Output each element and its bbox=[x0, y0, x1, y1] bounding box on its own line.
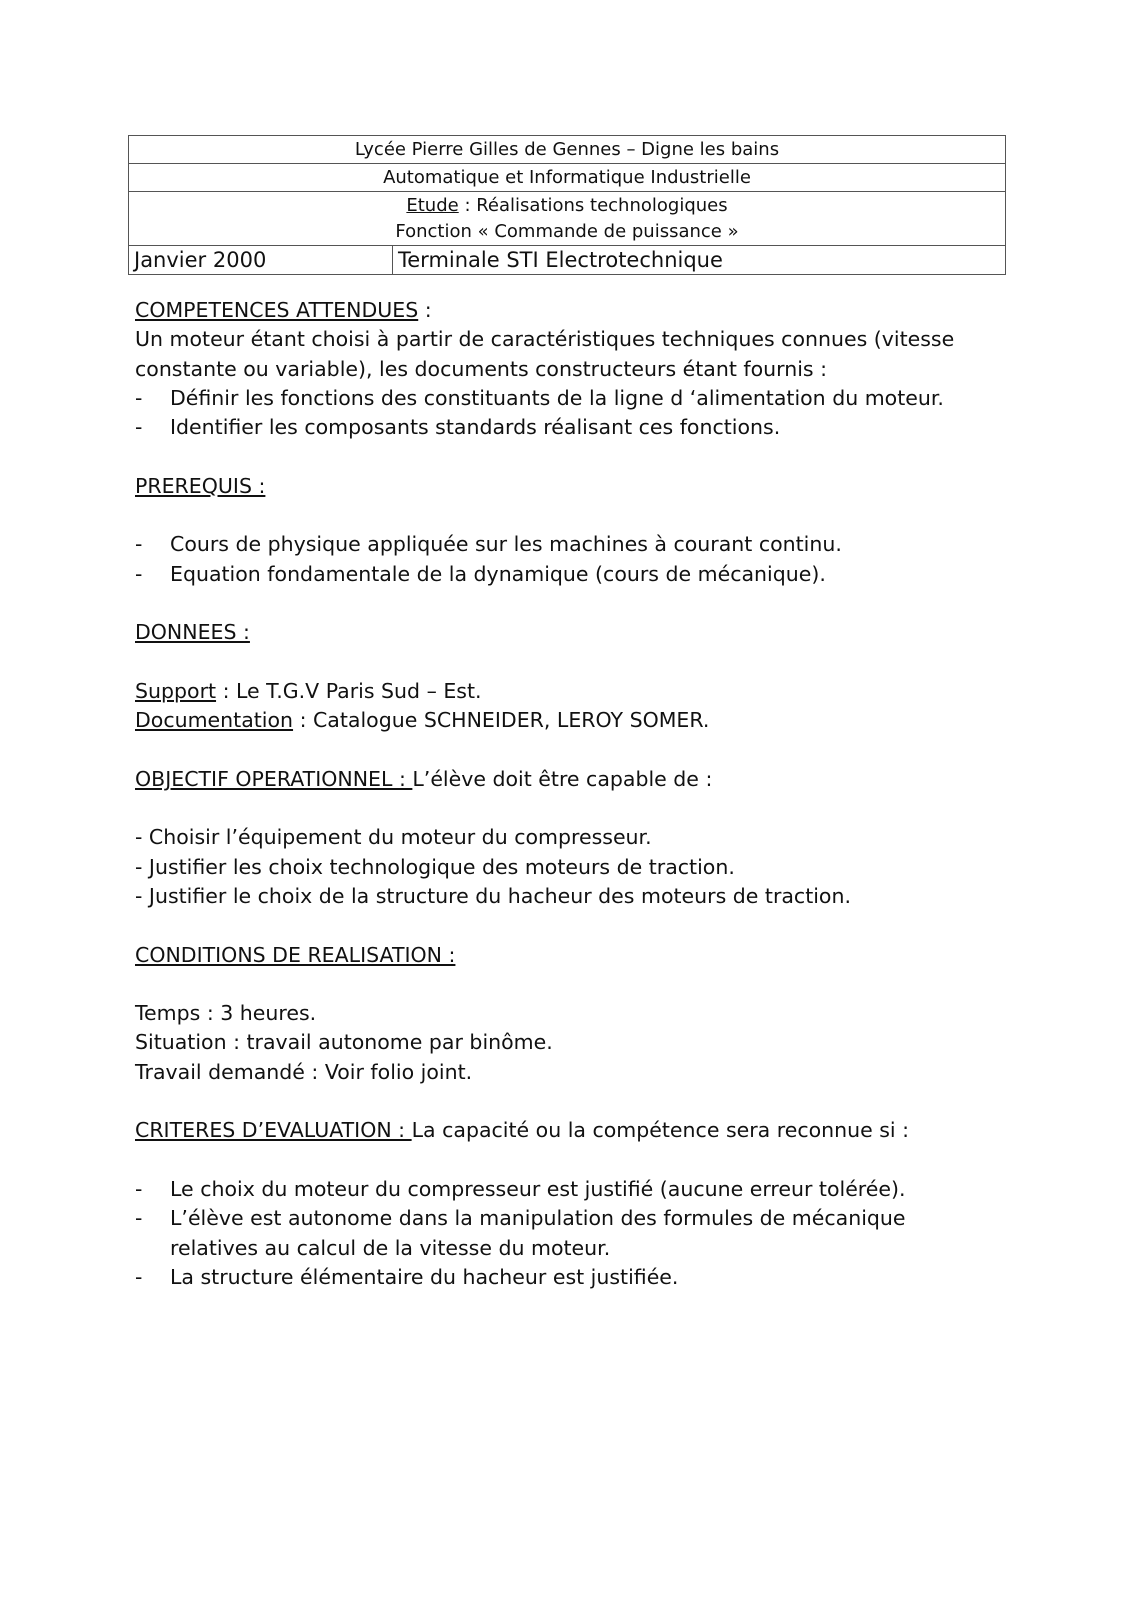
study-cell bbox=[129, 192, 1006, 246]
competences-item-text: Identifier les composants standards réalisant ces fonctions. bbox=[170, 415, 781, 440]
objectif-heading bbox=[135, 765, 1015, 794]
date-cell: Janvier 2000 bbox=[129, 246, 393, 275]
criteres-item-text: L’élève est autonome dans la manipulation des formules de mécanique relatives au calcul de la vitesse du moteur. bbox=[170, 1206, 906, 1260]
objectif-intro: L’élève doit être capable de : bbox=[412, 766, 713, 791]
documentation-line bbox=[135, 706, 1015, 735]
header-table bbox=[128, 135, 1006, 275]
school-name: Lycée Pierre Gilles de Gennes – Digne les bains bbox=[129, 136, 1006, 164]
study-value: : Réalisations technologiques bbox=[458, 194, 728, 216]
function-line: Fonction « Commande de puissance » bbox=[395, 220, 739, 242]
competences-heading bbox=[135, 296, 1015, 325]
bullet-dash: - bbox=[135, 532, 143, 557]
criteres-item bbox=[135, 1263, 1015, 1292]
criteres-item bbox=[135, 1204, 975, 1263]
bullet-dash: - bbox=[135, 1206, 143, 1231]
department-name: Automatique et Informatique Industrielle bbox=[129, 164, 1006, 192]
conditions-item: Travail demandé : Voir folio joint. bbox=[135, 1059, 473, 1084]
competences-item-text: Définir les fonctions des constituants de la ligne d ‘alimentation du moteur. bbox=[170, 385, 944, 410]
objectif-item: - Choisir l’équipement du moteur du compresseur. bbox=[135, 825, 652, 850]
prerequis-item-text: Equation fondamentale de la dynamique (cours de mécanique). bbox=[170, 561, 826, 586]
prerequis-item bbox=[135, 530, 1015, 559]
competences-item bbox=[135, 384, 1015, 413]
donnees-title: DONNEES : bbox=[135, 620, 250, 645]
conditions-item: Temps : 3 heures. bbox=[135, 1001, 317, 1026]
competences-item bbox=[135, 413, 1015, 442]
class-cell: Terminale STI Electrotechnique bbox=[393, 246, 1006, 275]
objectif-item: - Justifier les choix technologique des moteurs de traction. bbox=[135, 854, 735, 879]
criteres-title: CRITERES D’EVALUATION : bbox=[135, 1118, 412, 1143]
competences-title-suffix: : bbox=[418, 298, 432, 322]
documentation-label: Documentation bbox=[135, 708, 294, 733]
criteres-intro: La capacité ou la compétence sera reconnue si : bbox=[411, 1118, 910, 1143]
conditions-item: Situation : travail autonome par binôme. bbox=[135, 1030, 553, 1055]
criteres-item-text: Le choix du moteur du compresseur est justifié (aucune erreur tolérée). bbox=[170, 1176, 906, 1201]
bullet-dash: - bbox=[135, 561, 143, 586]
prerequis-title: PREREQUIS : bbox=[135, 473, 266, 498]
criteres-heading bbox=[135, 1116, 1015, 1145]
support-line bbox=[135, 677, 1015, 706]
bullet-dash: - bbox=[135, 1176, 143, 1201]
support-value: : Le T.G.V Paris Sud – Est. bbox=[216, 678, 482, 703]
support-label: Support bbox=[135, 678, 217, 703]
documentation-value: : Catalogue SCHNEIDER, LEROY SOMER. bbox=[293, 708, 710, 733]
bullet-dash: - bbox=[135, 415, 143, 440]
objectif-title: OBJECTIF OPERATIONNEL : bbox=[135, 766, 413, 791]
bullet-dash: - bbox=[135, 385, 143, 410]
prerequis-item bbox=[135, 560, 1015, 589]
competences-intro-1: Un moteur étant choisi à partir de caractéristiques techniques connues (vitesse bbox=[135, 327, 955, 352]
objectif-item: - Justifier le choix de la structure du hacheur des moteurs de traction. bbox=[135, 883, 851, 908]
prerequis-item-text: Cours de physique appliquée sur les machines à courant continu. bbox=[170, 532, 842, 557]
conditions-title: CONDITIONS DE REALISATION : bbox=[135, 942, 456, 967]
criteres-item bbox=[135, 1175, 1015, 1204]
competences-intro-2: constante ou variable), les documents constructeurs étant fournis : bbox=[135, 356, 828, 381]
bullet-dash: - bbox=[135, 1264, 143, 1289]
competences-title: COMPETENCES ATTENDUES bbox=[135, 298, 419, 322]
criteres-item-text: La structure élémentaire du hacheur est justifiée. bbox=[170, 1264, 679, 1289]
study-label: Etude bbox=[406, 194, 459, 216]
document-body bbox=[135, 296, 1015, 1292]
